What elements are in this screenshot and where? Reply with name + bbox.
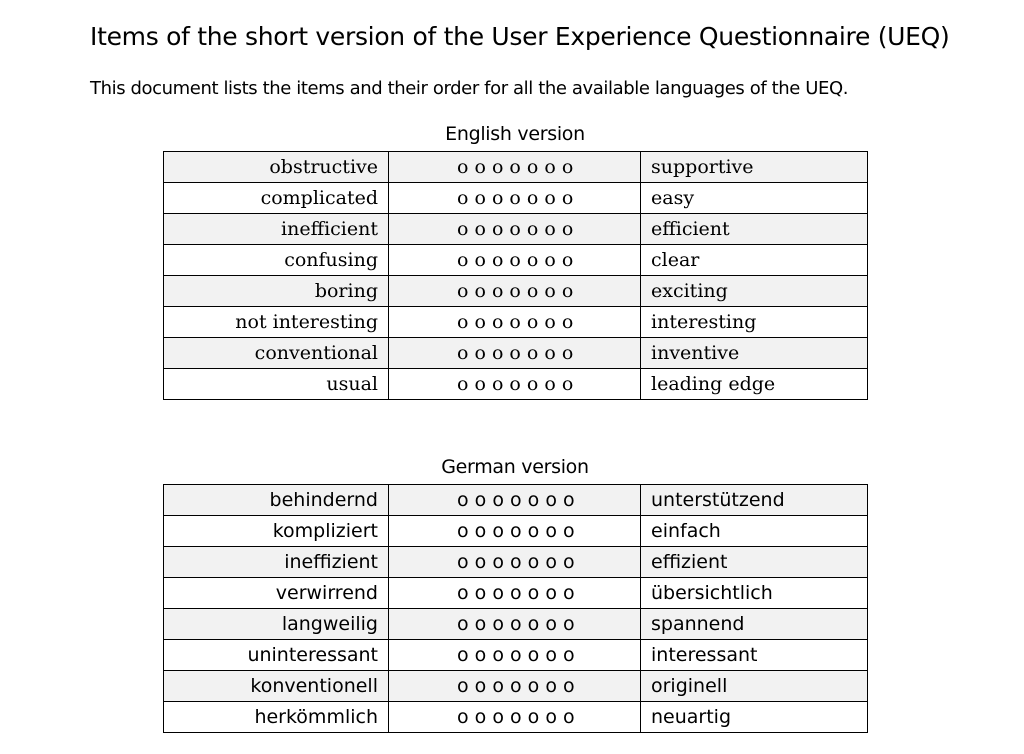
positive-term: exciting: [641, 276, 868, 307]
german-version-caption: German version: [441, 456, 589, 478]
table-row: [164, 547, 868, 578]
document-intro: This document lists the items and their order for all the available languages of the UEQ.: [90, 78, 849, 99]
positive-term: easy: [641, 183, 868, 214]
rating-scale: o o o o o o o: [389, 547, 641, 578]
english-items-table: [163, 151, 868, 400]
positive-term: originell: [641, 671, 868, 702]
rating-scale: o o o o o o o: [389, 516, 641, 547]
negative-term: conventional: [164, 338, 389, 369]
rating-scale: o o o o o o o: [389, 307, 641, 338]
table-row: [164, 183, 868, 214]
negative-term: complicated: [164, 183, 389, 214]
rating-scale: o o o o o o o: [389, 578, 641, 609]
table-row: [164, 640, 868, 671]
negative-term: konventionell: [164, 671, 389, 702]
rating-scale: o o o o o o o: [389, 369, 641, 400]
negative-term: obstructive: [164, 152, 389, 183]
table-row: [164, 485, 868, 516]
positive-term: übersichtlich: [641, 578, 868, 609]
negative-term: langweilig: [164, 609, 389, 640]
positive-term: spannend: [641, 609, 868, 640]
table-row: [164, 338, 868, 369]
english-version-caption: English version: [445, 123, 585, 145]
negative-term: usual: [164, 369, 389, 400]
document-title: Items of the short version of the User Experience Questionnaire (UEQ): [90, 22, 950, 51]
negative-term: not interesting: [164, 307, 389, 338]
rating-scale: o o o o o o o: [389, 702, 641, 733]
negative-term: behindernd: [164, 485, 389, 516]
rating-scale: o o o o o o o: [389, 152, 641, 183]
table-row: [164, 152, 868, 183]
positive-term: supportive: [641, 152, 868, 183]
german-items-table: [163, 484, 868, 733]
rating-scale: o o o o o o o: [389, 214, 641, 245]
negative-term: inefficient: [164, 214, 389, 245]
table-row: [164, 702, 868, 733]
table-row: [164, 671, 868, 702]
table-row: [164, 276, 868, 307]
negative-term: verwirrend: [164, 578, 389, 609]
rating-scale: o o o o o o o: [389, 276, 641, 307]
rating-scale: o o o o o o o: [389, 485, 641, 516]
table-row: [164, 369, 868, 400]
table-row: [164, 516, 868, 547]
table-row: [164, 245, 868, 276]
negative-term: kompliziert: [164, 516, 389, 547]
rating-scale: o o o o o o o: [389, 338, 641, 369]
positive-term: interessant: [641, 640, 868, 671]
negative-term: uninteressant: [164, 640, 389, 671]
positive-term: efficient: [641, 214, 868, 245]
negative-term: herkömmlich: [164, 702, 389, 733]
rating-scale: o o o o o o o: [389, 671, 641, 702]
positive-term: leading edge: [641, 369, 868, 400]
negative-term: boring: [164, 276, 389, 307]
table-row: [164, 609, 868, 640]
positive-term: einfach: [641, 516, 868, 547]
negative-term: ineffizient: [164, 547, 389, 578]
rating-scale: o o o o o o o: [389, 245, 641, 276]
rating-scale: o o o o o o o: [389, 609, 641, 640]
rating-scale: o o o o o o o: [389, 640, 641, 671]
positive-term: effizient: [641, 547, 868, 578]
positive-term: inventive: [641, 338, 868, 369]
positive-term: interesting: [641, 307, 868, 338]
positive-term: clear: [641, 245, 868, 276]
negative-term: confusing: [164, 245, 389, 276]
table-row: [164, 307, 868, 338]
positive-term: neuartig: [641, 702, 868, 733]
positive-term: unterstützend: [641, 485, 868, 516]
table-row: [164, 578, 868, 609]
rating-scale: o o o o o o o: [389, 183, 641, 214]
table-row: [164, 214, 868, 245]
